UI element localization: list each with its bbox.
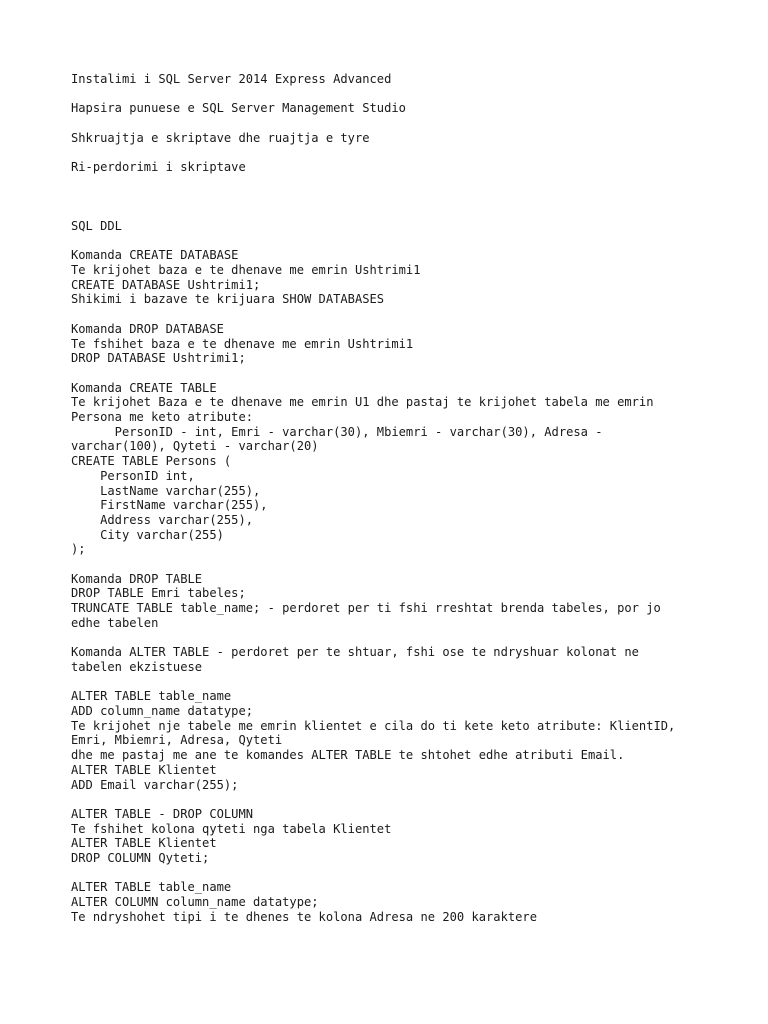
- paragraph-line: TRUNCATE TABLE table_name; - perdoret per ti fshi rreshtat brenda tabeles, por jo: [71, 601, 661, 616]
- paragraph-line: ALTER TABLE Klientet: [71, 762, 217, 777]
- intro-line: [71, 72, 751, 87]
- paragraph-line: ALTER COLUMN column_name datatype;: [71, 895, 319, 910]
- intro-line-text: Ri-perdorimi i skriptave: [71, 160, 246, 175]
- paragraph-line: Komanda DROP DATABASE: [71, 321, 224, 336]
- code-line: City varchar(255): [71, 527, 224, 542]
- document-body: [71, 72, 751, 939]
- create-database-section: [71, 248, 751, 307]
- paragraph-line: tabelen ekzistuese: [71, 659, 203, 674]
- spacer: [71, 190, 751, 219]
- paragraph-line: Komanda CREATE DATABASE: [71, 248, 239, 263]
- drop-database-section: [71, 322, 751, 366]
- paragraph-line: ALTER TABLE - DROP COLUMN: [71, 806, 254, 821]
- alter-column-section: [71, 880, 751, 924]
- code-line: LastName varchar(255),: [71, 483, 261, 498]
- paragraph-line: ALTER TABLE table_name: [71, 880, 232, 895]
- paragraph-line: DROP DATABASE Ushtrimi1;: [71, 351, 246, 366]
- drop-table-section: [71, 572, 751, 631]
- paragraph-line: Te krijohet nje tabele me emrin klientet e cila do ti kete keto atribute: KlientID,: [71, 718, 676, 733]
- alter-add-section: [71, 689, 751, 792]
- create-table-section: [71, 381, 751, 557]
- paragraph-line: ADD Email varchar(255);: [71, 777, 239, 792]
- code-line: PersonID int,: [71, 468, 195, 483]
- section-title-text: SQL DDL: [71, 218, 122, 233]
- paragraph-line: Shikimi i bazave te krijuara SHOW DATABASES: [71, 292, 385, 307]
- paragraph-line: Komanda DROP TABLE: [71, 571, 203, 586]
- paragraph-line: CREATE DATABASE Ushtrimi1;: [71, 277, 261, 292]
- paragraph-line: Emri, Mbiemri, Adresa, Qyteti: [71, 733, 283, 748]
- paragraph-line: Te fshihet baza e te dhenave me emrin Ushtrimi1: [71, 336, 414, 351]
- alter-table-intro-section: [71, 645, 751, 674]
- intro-line-text: Instalimi i SQL Server 2014 Express Advanced: [71, 72, 392, 86]
- paragraph-line: Te ndryshohet tipi i te dhenes te kolona Adresa ne 200 karaktere: [71, 909, 537, 924]
- paragraph-line: Te krijohet Baza e te dhenave me emrin U1 dhe pastaj te krijohet tabela me emrin: [71, 395, 654, 410]
- paragraph-line: ALTER TABLE table_name: [71, 689, 232, 704]
- paragraph-line: Te krijohet baza e te dhenave me emrin Ushtrimi1: [71, 263, 421, 278]
- intro-line: [71, 160, 751, 175]
- paragraph-line: DROP TABLE Emri tabeles;: [71, 586, 246, 601]
- paragraph-line: Te fshihet kolona qyteti nga tabela Klientet: [71, 821, 392, 836]
- paragraph-line: edhe tabelen: [71, 615, 159, 630]
- code-line: );: [71, 542, 86, 557]
- paragraph-line: Persona me keto atribute:: [71, 410, 254, 425]
- intro-line: [71, 131, 751, 146]
- paragraph-line: ADD column_name datatype;: [71, 704, 254, 719]
- code-line: FirstName varchar(255),: [71, 498, 268, 513]
- paragraph-line: PersonID - int, Emri - varchar(30), Mbiemri - varchar(30), Adresa -: [71, 424, 603, 439]
- intro-line-text: Hapsira punuese e SQL Server Management Studio: [71, 101, 406, 116]
- alter-drop-section: [71, 807, 751, 866]
- paragraph-line: DROP COLUMN Qyteti;: [71, 851, 210, 866]
- paragraph-line: varchar(100), Qyteti - varchar(20): [71, 439, 319, 454]
- intro-line: [71, 101, 751, 116]
- paragraph-line: dhe me pastaj me ane te komandes ALTER TABLE te shtohet edhe atributi Email.: [71, 748, 625, 763]
- code-line: CREATE TABLE Persons (: [71, 454, 232, 469]
- code-line: Address varchar(255),: [71, 512, 254, 527]
- section-title: [71, 219, 751, 234]
- paragraph-line: Komanda ALTER TABLE - perdoret per te shtuar, fshi ose te ndryshuar kolonat ne: [71, 645, 639, 660]
- paragraph-line: ALTER TABLE Klientet: [71, 836, 217, 851]
- intro-line-text: Shkruajtja e skriptave dhe ruajtja e tyre: [71, 130, 370, 145]
- paragraph-line: Komanda CREATE TABLE: [71, 380, 217, 395]
